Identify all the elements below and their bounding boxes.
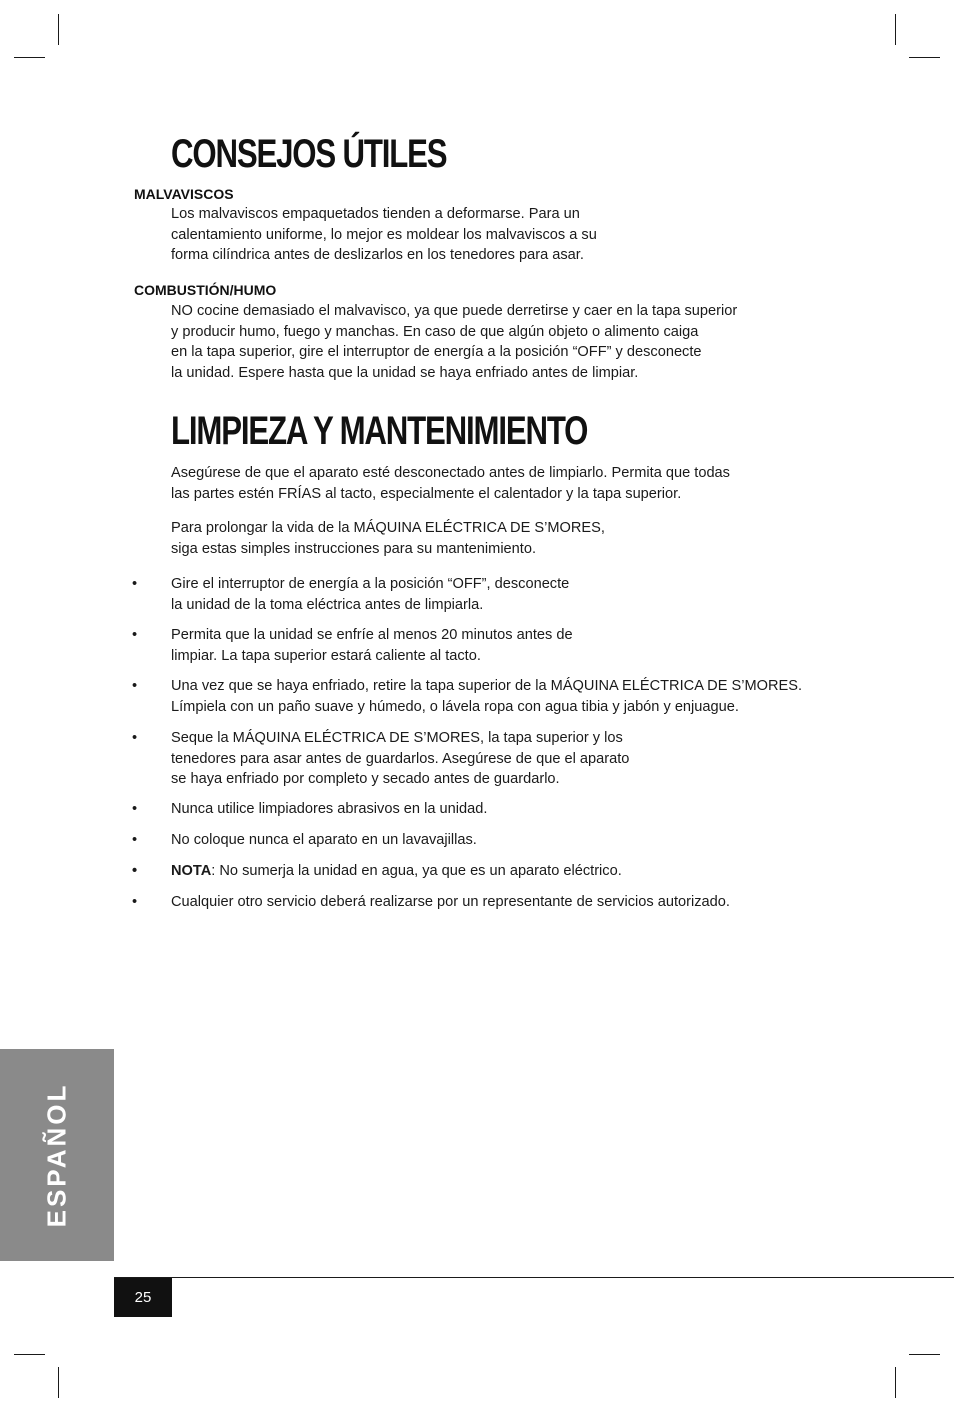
text-line: la unidad de la toma eléctrica antes de limpiarla. xyxy=(171,596,484,613)
text-line: Para prolongar la vida de la MÁQUINA ELÉCTRICA DE S’MORES, xyxy=(171,520,605,536)
crop-mark xyxy=(58,14,59,45)
bullet-symbol: • xyxy=(132,894,138,910)
text-line: tenedores para asar antes de guardarlos. Asegúrese de que el aparato xyxy=(171,750,630,767)
text-line: Permita que la unidad se enfríe al menos 20 minutos antes de xyxy=(171,627,573,643)
bullet-symbol: • xyxy=(132,832,138,848)
crop-mark xyxy=(58,1367,59,1398)
text-line: las partes estén FRÍAS al tacto, especialmente el calentador y la tapa superior. xyxy=(171,485,682,502)
nota-label: NOTA xyxy=(171,863,212,879)
paragraph-intro-2 xyxy=(171,518,605,559)
text-line: NO cocine demasiado el malvavisco, ya que puede derretirse y caer en la tapa superior xyxy=(171,303,738,319)
bullet-symbol: • xyxy=(132,576,138,592)
crop-mark xyxy=(895,14,896,45)
list-item xyxy=(171,892,730,913)
footer-rule xyxy=(114,1277,954,1278)
text-line: la unidad. Espere hasta que la unidad se haya enfriado antes de limpiar. xyxy=(171,364,639,381)
list-item xyxy=(171,799,487,820)
crop-mark xyxy=(14,57,45,58)
text-line xyxy=(171,861,622,882)
text-line: y producir humo, fuego y manchas. En caso de que algún objeto o alimento caiga xyxy=(171,323,699,340)
section-title-consejos: CONSEJOS ÚTILES xyxy=(171,132,447,176)
list-item xyxy=(171,830,477,851)
bullet-symbol: • xyxy=(132,627,138,643)
list-item xyxy=(171,574,569,615)
paragraph-malvaviscos xyxy=(171,204,597,266)
section-title-limpieza: LIMPIEZA Y MANTENIMIENTO xyxy=(171,409,588,453)
paragraph-intro-1 xyxy=(171,463,730,504)
text-line: siga estas simples instrucciones para su mantenimiento. xyxy=(171,540,537,557)
list-item xyxy=(171,676,802,717)
language-tab xyxy=(0,1049,114,1261)
text-line: Gire el interruptor de energía a la posición “OFF”, desconecte xyxy=(171,576,570,592)
text-line: No coloque nunca el aparato en un lavavajillas. xyxy=(171,832,477,848)
text-line: Cualquier otro servicio deberá realizarse por un representante de servicios autorizado. xyxy=(171,894,730,910)
bullet-symbol: • xyxy=(132,863,138,879)
bullet-symbol: • xyxy=(132,678,138,694)
list-item-nota xyxy=(171,861,622,882)
text-line: Nunca utilice limpiadores abrasivos en la unidad. xyxy=(171,801,488,817)
list-item xyxy=(171,728,629,790)
crop-mark xyxy=(909,1354,940,1355)
text-line: calentamiento uniforme, lo mejor es moldear los malvaviscos a su xyxy=(171,226,597,243)
subheading-combustion: COMBUSTIÓN/HUMO xyxy=(134,282,277,298)
paragraph-combustion xyxy=(171,301,737,383)
text-line: limpiar. La tapa superior estará caliente al tacto. xyxy=(171,647,481,664)
bullet-symbol: • xyxy=(132,730,138,746)
crop-mark xyxy=(895,1367,896,1398)
page-number: 25 xyxy=(114,1278,172,1317)
list-item xyxy=(171,625,573,666)
text-line: forma cilíndrica antes de deslizarlos en los tenedores para asar. xyxy=(171,247,584,263)
text-line: Una vez que se haya enfriado, retire la tapa superior de la MÁQUINA ELÉCTRICA DE S’MORES. xyxy=(171,678,803,694)
nota-text: : No sumerja la unidad en agua, ya que es un aparato eléctrico. xyxy=(211,863,622,879)
subheading-malvaviscos: MALVAVISCOS xyxy=(134,186,234,202)
bullet-symbol: • xyxy=(132,801,138,817)
text-line: Seque la MÁQUINA ELÉCTRICA DE S’MORES, la tapa superior y los xyxy=(171,730,623,746)
crop-mark xyxy=(14,1354,45,1355)
text-line: Asegúrese de que el aparato esté desconectado antes de limpiarlo. Permita que todas xyxy=(171,465,730,481)
text-line: Límpiela con un paño suave y húmedo, o lávela ropa con agua tibia y jabón y enjuague. xyxy=(171,698,739,715)
text-line: Los malvaviscos empaquetados tienden a deformarse. Para un xyxy=(171,206,580,222)
language-tab-label: ESPAÑOL xyxy=(41,1082,72,1228)
text-line: en la tapa superior, gire el interruptor de energía a la posición “OFF” y desconecte xyxy=(171,344,702,360)
crop-mark xyxy=(909,57,940,58)
text-line: se haya enfriado por completo y secado antes de guardarlo. xyxy=(171,771,560,787)
